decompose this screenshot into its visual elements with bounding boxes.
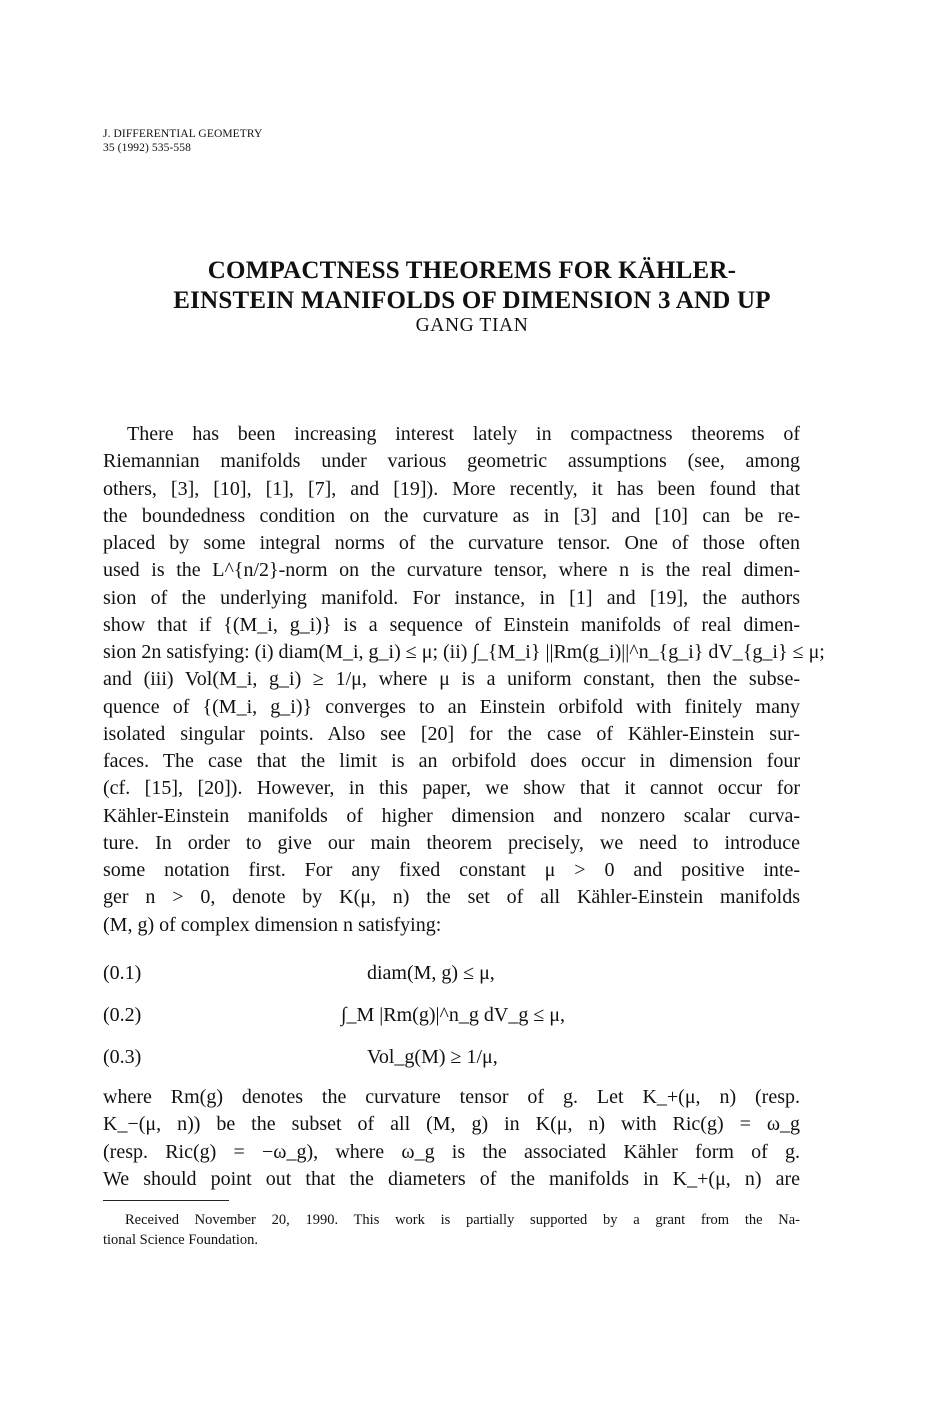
text-line: (M, g) of complex dimension n satisfying: [103, 913, 442, 936]
equation-expression: ∫_M |Rm(g)|^n_g dV_g ≤ μ, [341, 1004, 566, 1026]
footnote-line: Received November 20, 1990. This work is partially supported by a grant from the Na- [125, 1212, 800, 1228]
text-line: sion of the underlying manifold. For instance, in [1] and [19], the authors [103, 586, 800, 609]
text-line: ger n > 0, denote by K(μ, n) the set of all Kähler-Einstein manifolds [103, 886, 800, 909]
intro-paragraph [103, 421, 825, 939]
text-line: where Rm(g) denotes the curvature tensor of g. Let K_+(μ, n) (resp. [103, 1086, 800, 1108]
equation-number: (0.1) [103, 962, 142, 984]
equation-number: (0.2) [103, 1004, 142, 1026]
journal-volume: 35 (1992) 535-558 [103, 142, 191, 154]
text-line: There has been increasing interest lately in compactness theorems of [127, 423, 800, 445]
title-line-1: COMPACTNESS THEOREMS FOR KÄHLER- [207, 257, 737, 284]
text-line: ture. In order to give our main theorem precisely, we need to introduce [103, 831, 800, 854]
text-line: We should point out that the diameters of the manifolds in K_+(μ, n) are [103, 1167, 800, 1190]
text-line: placed by some integral norms of the curvature tensor. One of those often [103, 532, 800, 554]
text-line: Kähler-Einstein manifolds of higher dimension and nonzero scalar curva- [103, 804, 800, 827]
text-line: the boundedness condition on the curvature as in [3] and [10] can be re- [103, 504, 800, 527]
text-line: faces. The case that the limit is an orbifold does occur in dimension four [103, 750, 800, 772]
text-line: (resp. Ric(g) = −ω_g), where ω_g is the associated Kähler form of g. [103, 1140, 800, 1163]
title-line-2: EINSTEIN MANIFOLDS OF DIMENSION 3 AND UP [173, 287, 771, 314]
footnote-divider [103, 1200, 229, 1201]
footnote [103, 1210, 800, 1250]
text-line: and (iii) Vol(M_i, g_i) ≥ 1/μ, where μ is a uniform constant, then the subse- [103, 668, 800, 691]
journal-header [103, 127, 262, 155]
text-line: sion 2n satisfying: (i) diam(M_i, g_i) ≤ μ; (ii) ∫_{M_i} ||Rm(g_i)||^n_{g_i} dV_{g_i} ≤ μ; [103, 641, 825, 663]
text-line: used is the L^{n/2}-norm on the curvature tensor, where n is the real dimen- [103, 559, 800, 582]
equation-block [103, 958, 800, 1084]
text-line: (cf. [15], [20]). However, in this paper, we show that it cannot occur for [103, 777, 800, 800]
paper-title [90, 256, 854, 316]
equation-row [103, 1042, 800, 1084]
equation-row [103, 958, 800, 1000]
text-line: quence of {(M_i, g_i)} converges to an Einstein orbifold with finitely many [103, 695, 800, 718]
text-line: others, [3], [10], [1], [7], and [19]). More recently, it has been found that [103, 477, 800, 500]
text-line: Riemannian manifolds under various geometric assumptions (see, among [103, 450, 800, 473]
text-line: K_−(μ, n)) be the subset of all (M, g) in K(μ, n) with Ric(g) = ω_g [103, 1113, 800, 1136]
footnote-line: tional Science Foundation. [103, 1232, 259, 1248]
equation-expression: Vol_g(M) ≥ 1/μ, [367, 1046, 498, 1068]
text-line: isolated singular points. Also see [20] for the case of Kähler-Einstein sur- [103, 722, 800, 745]
equation-row [103, 1000, 800, 1042]
author-name: GANG TIAN [415, 315, 529, 336]
definitions-paragraph [103, 1084, 800, 1193]
text-line: some notation first. For any fixed constant μ > 0 and positive inte- [103, 859, 800, 881]
journal-name: J. DIFFERENTIAL GEOMETRY [103, 128, 263, 140]
text-line: show that if {(M_i, g_i)} is a sequence of Einstein manifolds of real dimen- [103, 613, 800, 636]
equation-number: (0.3) [103, 1046, 142, 1068]
equation-expression: diam(M, g) ≤ μ, [367, 962, 495, 984]
